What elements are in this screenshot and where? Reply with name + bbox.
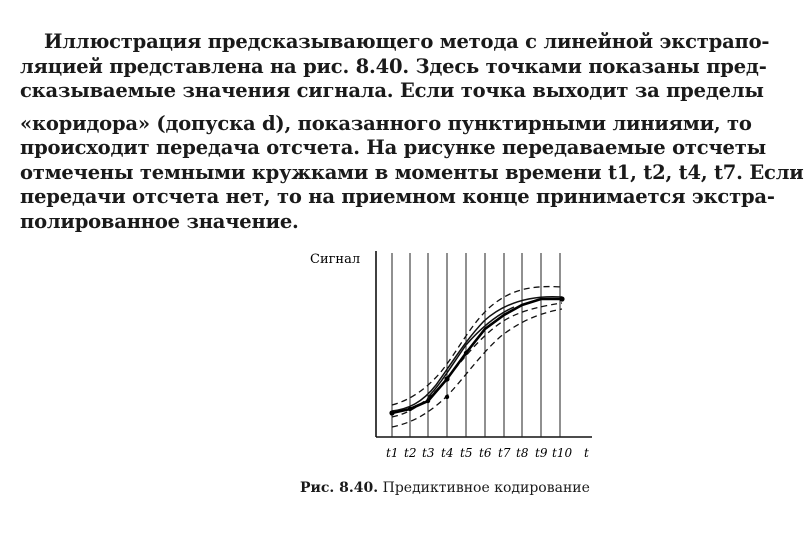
tick-label-t4: t4 <box>441 446 454 460</box>
point-t4 <box>444 376 449 381</box>
tick-label-t9: t9 <box>535 446 548 460</box>
caption-text: Предиктивное кодирование <box>382 480 590 496</box>
paragraph-line-1: Иллюстрация предсказывающего метода с линейной экстрапо- <box>44 30 770 53</box>
tick-label-t8: t8 <box>516 446 529 460</box>
corridor-upper-1 <box>392 287 562 405</box>
paragraph-line-3: сказываемые значения сигнала. Если точка выходит за пределы <box>20 79 764 102</box>
tick-label-t2: t2 <box>404 446 417 460</box>
point-t10 <box>559 296 564 301</box>
point-t3 <box>426 399 430 403</box>
tick-label-t1: t1 <box>386 446 399 460</box>
tick-label-t10: t10 <box>552 446 573 460</box>
prediction-figure <box>300 245 600 475</box>
point-t1 <box>389 410 394 415</box>
predicted-points <box>389 296 564 415</box>
x-axis-label: t <box>584 446 589 460</box>
tick-label-t3: t3 <box>422 446 435 460</box>
signal-curve-2 <box>428 307 514 397</box>
paragraph-line-5: происходит передача отсчета. На рисунке передаваемые отсчеты <box>20 136 766 159</box>
paragraph-line-4: «коридора» (допуска d), показанного пунктирными линиями, то <box>20 111 752 135</box>
figure-svg <box>300 245 600 475</box>
body-paragraph <box>20 30 804 234</box>
time-tick-labels <box>386 446 589 460</box>
y-axis-label: Сигнал <box>310 252 361 267</box>
paragraph-line-6: отмечены темными кружками в моменты времени t1, t2, t4, t7. Если <box>20 160 804 184</box>
tick-label-t6: t6 <box>479 446 492 460</box>
point-t2 <box>408 407 412 411</box>
corridor-lower <box>392 309 562 427</box>
tick-label-t5: t5 <box>460 446 473 460</box>
point-t4-pred <box>445 395 449 399</box>
figure-caption <box>300 480 620 496</box>
paragraph-line-7: передачи отсчета нет, то на приемном конце принимается экстра- <box>20 185 775 208</box>
paragraph-line-2: ляцией представлена на рис. 8.40. Здесь точками показаны пред- <box>20 54 767 78</box>
signal-curve <box>392 297 562 411</box>
tick-label-t7: t7 <box>498 446 511 460</box>
point-t5 <box>464 351 468 355</box>
paragraph-line-8: полированное значение. <box>20 209 299 233</box>
caption-number: Рис. 8.40. <box>300 480 379 496</box>
